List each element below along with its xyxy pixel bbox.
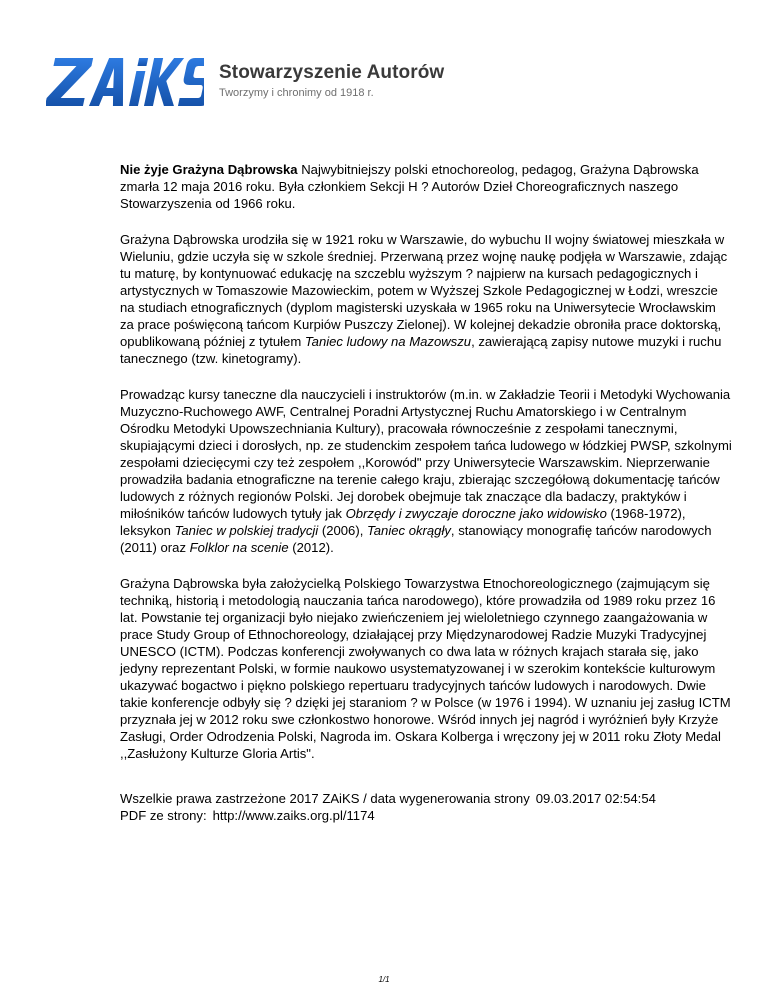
page-number: 1/1 bbox=[378, 975, 390, 984]
article-body bbox=[120, 161, 732, 781]
pdf-source-line bbox=[120, 807, 740, 824]
pdf-source-url[interactable]: http://www.zaiks.org.pl/1174 bbox=[212, 808, 375, 823]
article-paragraph-4: Grażyna Dąbrowska była założycielką Polskiego Towarzystwa Etnochoreologicznego (zajmującym się techniką, historią i metodologią nauczania tańca narodowego), które prowadziła od 1989 roku przez 16 lat. Powstanie tej organizacji było niejako zwieńczeniem jej wieloletniego czynnego zaangażowania w prace Study Group of Ethnochoreology, działającej przy Międzynarodowej Radzie Muzyki Tradycyjnej UNESCO (ICTM). Podczas konferencji zwoływanych co dwa lata w różnych krajach starała się, jako jedyny reprezentant Polski, w formie naukowo usystematyzowanej i w szerokim kontekście kulturowym ukazywać bogactwo i piękno polskiego repertuaru tradycyjnych tańców ludowych i narodowych. Dwie takie konferencje odbyły się ? dzięki jej staraniom ? w Polsce (w 1976 i 1994). W uznaniu jej zasług ICTM przyznała jej w 2012 roku swe członkostwo honorowe. Wśród innych jej nagród i wyróżnień były Krzyże Zasługi, Order Odrodzenia Polski, Nagroda im. Oskara Kolberga i wręczony jej w 2011 roku Złoty Medal ,,Zasłużony Kulturze Gloria Artis". bbox=[120, 576, 731, 761]
copyright-line bbox=[120, 790, 740, 807]
copyright-text: Wszelkie prawa zastrzeżone 2017 ZAiKS / data wygenerowania strony bbox=[120, 791, 530, 806]
book-title: Taniec okrągły bbox=[366, 523, 451, 538]
page-header bbox=[46, 52, 746, 112]
page-footer bbox=[120, 790, 740, 824]
brand-name: Stowarzyszenie Autorów bbox=[219, 62, 445, 83]
brand-tagline: Tworzymy i chronimy od 1918 r. bbox=[219, 87, 374, 99]
article-paragraph-1: Nie żyje Grażyna Dąbrowska Najwybitniejszy polski etnochoreolog, pedagog, Grażyna Dąbrowska zmarła 12 maja 2016 roku. Była członkiem Sekcji H ? Autorów Dzieł Choreograficznych naszego Stowarzyszenia od 1966 roku. bbox=[120, 162, 699, 211]
book-title: Obrzędy i zwyczaje doroczne jako widowisko bbox=[345, 506, 607, 521]
pdf-source-label: PDF ze strony: bbox=[120, 808, 207, 823]
book-title: Taniec w polskiej tradycji bbox=[174, 523, 319, 538]
zaiks-logo bbox=[46, 54, 204, 108]
book-title: Folklor na scenie bbox=[189, 540, 289, 555]
article-paragraph-2: Grażyna Dąbrowska urodziła się w 1921 roku w Warszawie, do wybuchu II wojny światowej mieszkała w Wieluniu, gdzie uczyła się w szkole średniej. Przerwaną przez wojnę naukę podjęła w Warszawie, zdając tu maturę, by kontynuować edukację na szczeblu wyższym ? najpierw na kursach pedagogicznych i artystycznych w Tomaszowie Mazowieckim, potem w Wyższej Szkole Pedagogicznej w Łodzi, wreszcie na studiach etnograficznych (dyplom magisterski uzyskała w 1965 roku na Uniwersytecie Wrocławskim za prace poświęconą tańcom Kurpiów Puszczy Zielonej). W kolejnej dekadzie obroniła prace doktorską, opublikowaną później z tytułem Taniec ludowy na Mazowszu, zawierającą zapisy nutowe muzyki i ruchu tanecznego (tzw. kinetogramy). bbox=[120, 232, 728, 366]
article-paragraph-3: Prowadząc kursy taneczne dla nauczycieli i instruktorów (m.in. w Zakładzie Teorii i Metodyki Wychowania Muzyczno-Ruchowego AWF, Centralnej Poradni Artystycznej Ruchu Amatorskiego i w Centralnym Ośrodku Metodyki Upowszechniania Kultury), pracowała równocześnie z zespołami tanecznymi, skupiającymi dzieci i dorosłych, np. ze studenckim zespołem tańca ludowego w łódzkiej PWSP, szkolnymi zespołami dziecięcymi czy też zespołem ,,Korowód" przy Uniwersytecie Warszawskim. Nieprzerwanie prowadziła badania etnograficzne na terenie całego kraju, zbierając szczegółową dokumentację tańców ludowych z różnych regionów Polski. Jej dorobek obejmuje tak znaczące dla badaczy, praktyków i miłośników tańców ludowych tytuły jak Obrzędy i zwyczaje doroczne jako widowisko (1968-1972), leksykon Taniec w polskiej tradycji (2006), Taniec okrągły, stanowiący monografię tańców narodowych (2011) oraz Folklor na scenie (2012). bbox=[120, 387, 732, 555]
book-title: Taniec ludowy na Mazowszu bbox=[304, 334, 472, 349]
generation-date: 09.03.2017 02:54:54 bbox=[535, 791, 656, 806]
article-headline: Nie żyje Grażyna Dąbrowska bbox=[120, 162, 298, 177]
